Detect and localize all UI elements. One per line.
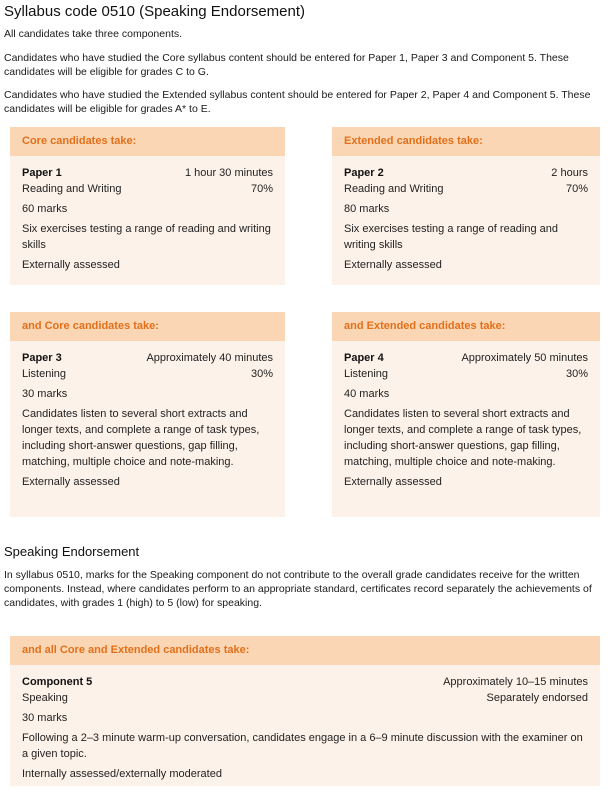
extended-paper-2-card [332, 127, 600, 285]
paper-description: Candidates listen to several short extracts and longer texts, and complete a range of task types, including short-answer questions, gap filling, matching, multiple choice and note-making. [344, 408, 582, 468]
paper-description: Six exercises testing a range of reading and writing skills [344, 223, 559, 251]
paper-marks: 60 marks [22, 203, 68, 215]
card-heading: and Extended candidates take: [344, 320, 506, 332]
paper-skill: Reading and Writing [22, 183, 122, 195]
paper-duration: Approximately 10–15 minutes [443, 676, 588, 688]
card-header [10, 636, 600, 665]
paper-name: Paper 1 [22, 167, 62, 179]
core-paper-3-card [10, 312, 285, 517]
page-title: Syllabus code 0510 (Speaking Endorsement) [4, 3, 306, 20]
card-heading: Core candidates take: [22, 135, 137, 147]
paper-duration: 1 hour 30 minutes [184, 167, 273, 179]
paper-skill: Reading and Writing [344, 183, 444, 195]
paper-weight: 30% [565, 368, 588, 380]
paper-weight: 70% [565, 183, 588, 195]
paper-name: Paper 2 [344, 167, 384, 179]
paper-skill: Listening [344, 368, 389, 380]
paper-skill: Speaking [22, 692, 68, 704]
card-heading: Extended candidates take: [344, 135, 483, 147]
extended-paper-4-card [332, 312, 600, 517]
speaking-heading: Speaking Endorsement [4, 544, 140, 559]
paper-weight: 70% [250, 183, 273, 195]
intro-text-3: Candidates who have studied the Extended syllabus content should be entered for Paper 2, Paper 4 and Component 5. These candidates will be eligible for grades A* to E. [4, 89, 591, 115]
paper-weight: Separately endorsed [486, 692, 588, 704]
paper-name: Paper 4 [344, 352, 384, 364]
paper-description: Six exercises testing a range of reading and writing skills [22, 223, 271, 251]
paper-duration: Approximately 40 minutes [146, 352, 273, 364]
paper-duration: Approximately 50 minutes [461, 352, 588, 364]
core-paper-1-card [10, 127, 285, 285]
paper-duration: 2 hours [551, 167, 588, 179]
card-header [10, 127, 285, 156]
paper-name: Component 5 [22, 676, 93, 688]
card-header [10, 312, 285, 341]
card-heading: and Core candidates take: [22, 320, 159, 332]
card-heading: and all Core and Extended candidates take: [22, 644, 250, 656]
paper-description: Candidates listen to several short extracts and longer texts, and complete a range of task types, including short-answer questions, gap filling, matching, multiple choice and note-making. [22, 408, 260, 468]
paper-assessment: Externally assessed [22, 476, 120, 488]
intro-text-2: Candidates who have studied the Core syllabus content should be entered for Paper 1, Paper 3 and Component 5. These candidates will be eligible for grades C to G. [4, 52, 569, 78]
paper-assessment: Externally assessed [344, 259, 442, 271]
speaking-text: In syllabus 0510, marks for the Speaking component do not contribute to the overall grade candidates receive for the written components. Instead, where candidates perform to an appropriate standard, certificates record separately the achievements of candidates, with grades 1 (high) to 5 (low) for speaking. [4, 569, 592, 609]
paper-marks: 30 marks [22, 388, 68, 400]
paper-description: Following a 2–3 minute warm-up conversation, candidates engage in a 6–9 minute discussion with the examiner on a given topic. [22, 732, 583, 760]
card-header [332, 127, 600, 156]
intro-text-1: All candidates take three components. [4, 28, 183, 40]
paper-marks: 30 marks [22, 712, 68, 724]
paper-skill: Listening [22, 368, 67, 380]
paper-assessment: Externally assessed [344, 476, 442, 488]
paper-marks: 80 marks [344, 203, 390, 215]
paper-weight: 30% [250, 368, 273, 380]
card-header [332, 312, 600, 341]
paper-marks: 40 marks [344, 388, 390, 400]
component-5-card [10, 636, 600, 786]
paper-assessment: Externally assessed [22, 259, 120, 271]
paper-assessment: Internally assessed/externally moderated [22, 768, 222, 780]
paper-name: Paper 3 [22, 352, 62, 364]
